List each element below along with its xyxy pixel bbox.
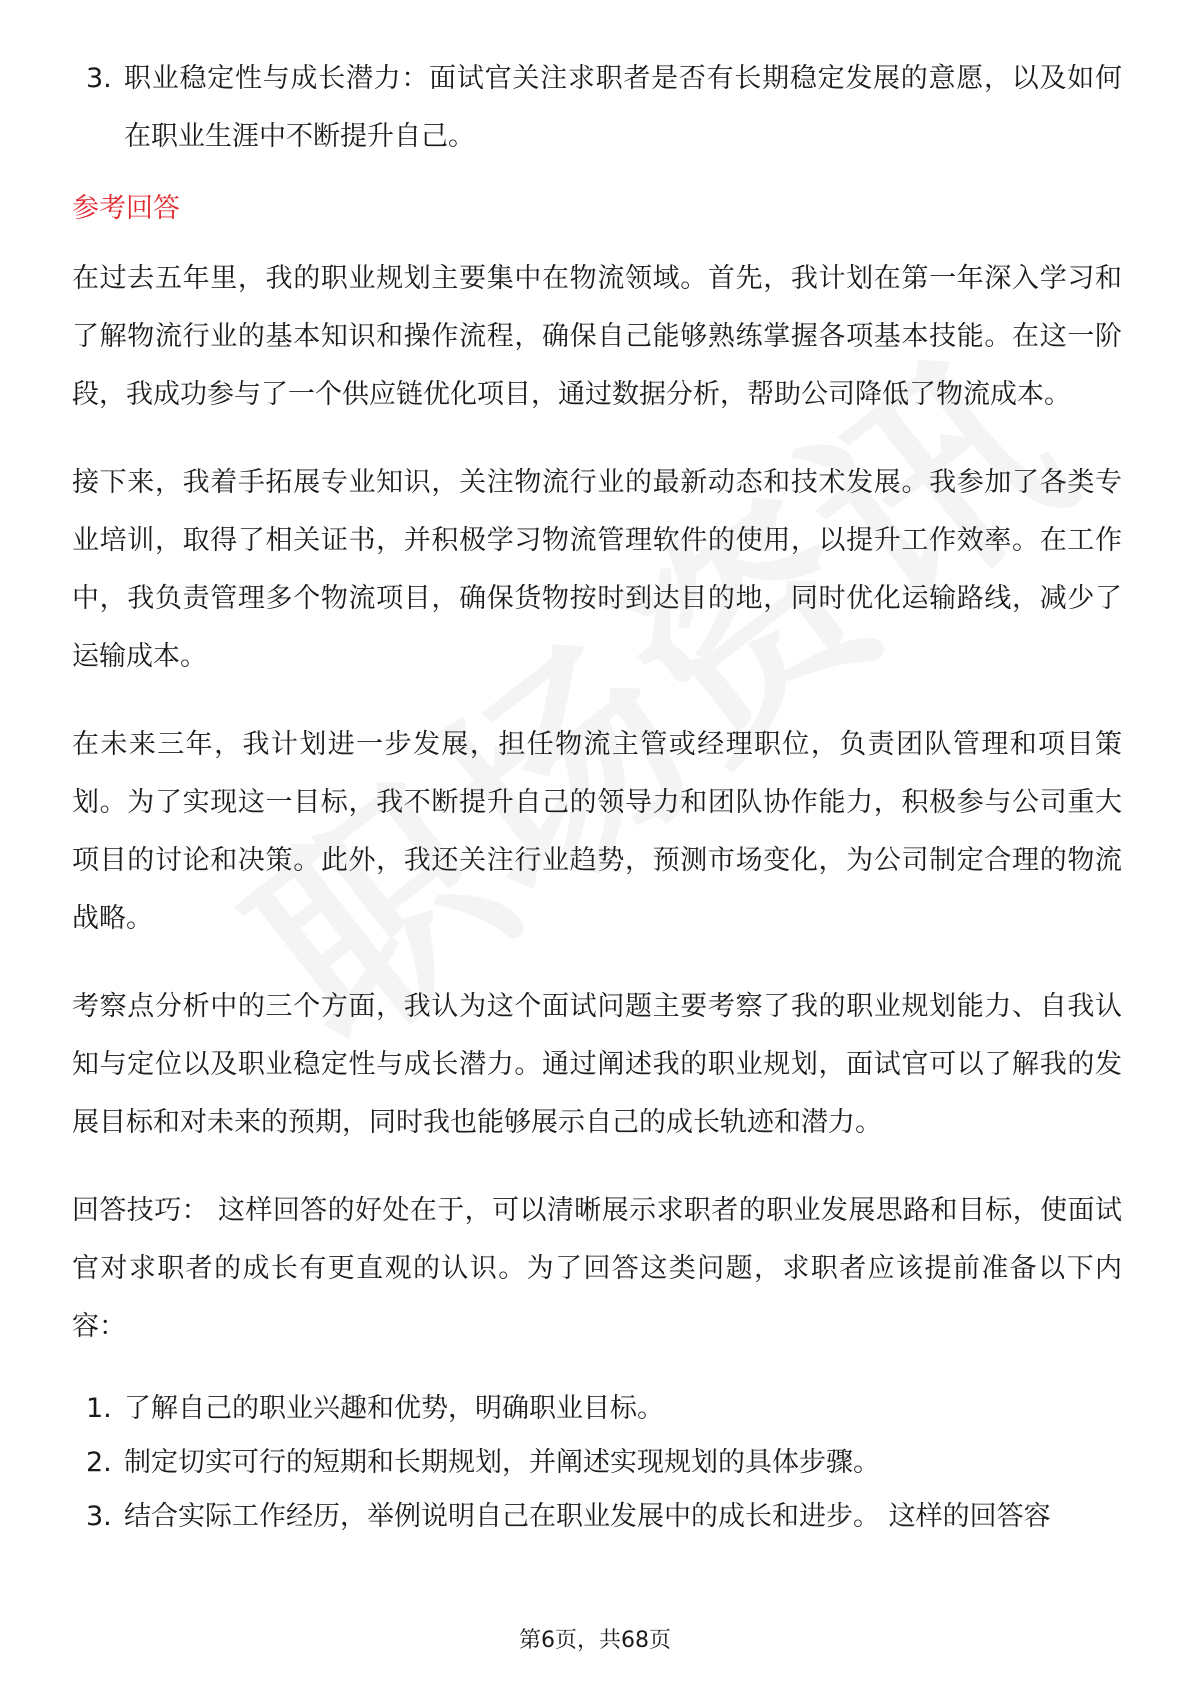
- tip-item: [72, 1490, 1122, 1544]
- answer-paragraph: 接下来，我着手拓展专业知识，关注物流行业的最新动态和技术发展。我参加了各类专业培训，取得了相关证书，并积极学习物流管理软件的使用，以提升工作效率。在工作中，我负责管理多个物流项目，确保货物按时到达目的地，同时优化运输路线，减少了运输成本。: [72, 467, 1122, 672]
- criteria-list: [72, 50, 1122, 166]
- tips-paragraph: 回答技巧： 这样回答的好处在于，可以清晰展示求职者的职业发展思路和目标，使面试官对求职者的成长有更直观的认识。为了回答这类问题，求职者应该提前准备以下内容：: [72, 1195, 1122, 1342]
- list-number: 2.: [86, 1447, 112, 1478]
- list-item-text: 职业稳定性与成长潜力：面试官关注求职者是否有长期稳定发展的意愿，以及如何在职业生涯中不断提升自己。: [124, 63, 1122, 152]
- list-number: 3.: [86, 1501, 112, 1532]
- analysis-paragraph: 考察点分析中的三个方面，我认为这个面试问题主要考察了我的职业规划能力、自我认知与定位以及职业稳定性与成长潜力。通过阐述我的职业规划，面试官可以了解我的发展目标和对未来的预期，同时我也能够展示自己的成长轨迹和潜力。: [72, 991, 1122, 1138]
- list-number: 1.: [86, 1393, 112, 1424]
- tips-list: [72, 1382, 1122, 1544]
- answer-paragraph: 在过去五年里，我的职业规划主要集中在物流领域。首先，我计划在第一年深入学习和了解物流行业的基本知识和操作流程，确保自己能够熟练掌握各项基本技能。在这一阶段，我成功参与了一个供应链优化项目，通过数据分析，帮助公司降低了物流成本。: [72, 263, 1122, 410]
- criteria-item: [72, 50, 1122, 166]
- tip-item: [72, 1436, 1122, 1490]
- page-content: [72, 50, 1122, 1544]
- list-number: 3.: [86, 63, 112, 94]
- answer-paragraph: 在未来三年，我计划进一步发展，担任物流主管或经理职位，负责团队管理和项目策划。为了实现这一目标，我不断提升自己的领导力和团队协作能力，积极参与公司重大项目的讨论和决策。此外，我还关注行业趋势，预测市场变化，为公司制定合理的物流战略。: [72, 729, 1122, 934]
- list-item-text: 了解自己的职业兴趣和优势，明确职业目标。: [124, 1393, 664, 1424]
- page-number: 第6页，共68页: [519, 1628, 671, 1653]
- section-title: 参考回答: [72, 193, 180, 224]
- list-item-text: 结合实际工作经历，举例说明自己在职业发展中的成长和进步。 这样的回答容: [124, 1501, 1051, 1532]
- list-item-text: 制定切实可行的短期和长期规划，并阐述实现规划的具体步骤。: [124, 1447, 880, 1478]
- tip-item: [72, 1382, 1122, 1436]
